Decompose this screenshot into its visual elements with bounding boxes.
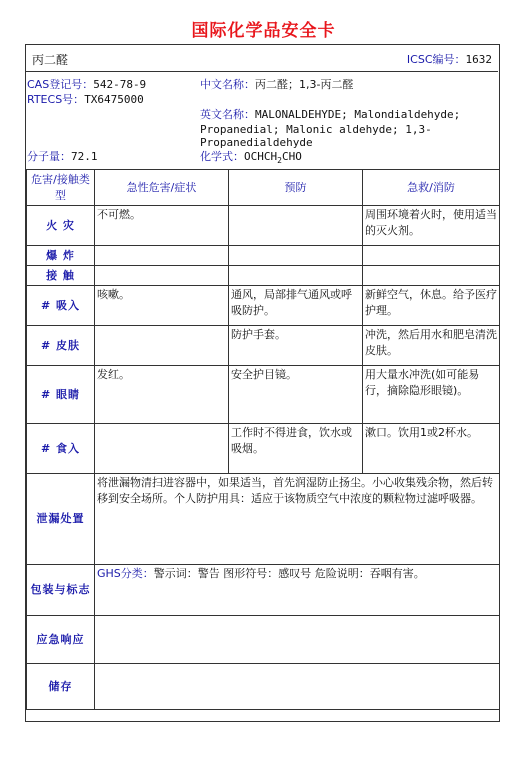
emergency-text — [95, 616, 500, 664]
row-label-inhalation: # 吸入 — [27, 286, 95, 326]
table-row — [27, 266, 500, 286]
cell-prevention: 防护手套。 — [229, 326, 363, 366]
column-header-row — [27, 170, 500, 206]
row-label-ingestion: # 食入 — [27, 424, 95, 474]
safety-card — [25, 44, 500, 722]
cell-aid: 周围环境着火时，使用适当的灭火剂。 — [363, 206, 500, 246]
cell-prevention — [229, 266, 363, 286]
row-label-storage: 储存 — [27, 664, 95, 710]
row-label-emergency: 应急响应 — [27, 616, 95, 664]
en-name-row — [200, 107, 460, 122]
cell-prevention: 安全护目镜。 — [229, 366, 363, 424]
cell-hazard — [95, 424, 229, 474]
col-header-prevention: 预防 — [229, 170, 363, 206]
cell-hazard — [95, 266, 229, 286]
packaging-cell — [95, 565, 500, 616]
en-name-line1: MALONALDEHYDE; Malondialdehyde; — [255, 108, 461, 121]
formula-label: 化学式： — [200, 150, 244, 163]
col-header-aid: 急救/消防 — [363, 170, 500, 206]
en-name-line2: Propanedial; Malonic aldehyde; 1,3- — [200, 123, 432, 136]
row-label-explosion: 爆 炸 — [27, 246, 95, 266]
cas-value: 542-78-9 — [93, 78, 147, 91]
table-row — [27, 424, 500, 474]
mw-label: 分子量： — [27, 150, 71, 163]
card-title: 国际化学品安全卡 — [191, 21, 336, 41]
packaging-row — [27, 565, 500, 616]
cell-prevention: 工作时不得进食，饮水或吸烟。 — [229, 424, 363, 474]
table-row — [27, 366, 500, 424]
cas-label: CAS登记号： — [27, 78, 94, 91]
row-label-eyes: # 眼睛 — [27, 366, 95, 424]
cell-hazard: 不可燃。 — [95, 206, 229, 246]
storage-row — [27, 664, 500, 710]
cell-prevention — [229, 206, 363, 246]
chemical-name: 丙二醛 — [32, 53, 69, 67]
cell-hazard: 发红。 — [95, 366, 229, 424]
cell-prevention: 通风，局部排气通风或呼吸防护。 — [229, 286, 363, 326]
cell-hazard: 咳嗽。 — [95, 286, 229, 326]
formula-row — [200, 149, 302, 168]
emergency-row — [27, 616, 500, 664]
row-label-packaging: 包装与标志 — [27, 565, 95, 616]
table-row — [27, 206, 500, 246]
mw-row — [27, 149, 98, 164]
icsc-label: ICSC编号： — [406, 53, 466, 66]
cell-aid: 漱口。饮用1或2杯水。 — [363, 424, 500, 474]
formula-part-a: OCHCH — [244, 150, 278, 163]
table-row — [27, 246, 500, 266]
icsc-number — [407, 51, 492, 67]
en-name-label: 英文名称： — [200, 108, 255, 121]
identity-block — [26, 72, 498, 168]
cell-aid — [363, 266, 500, 286]
ghs-label: GHS分类： — [97, 567, 154, 580]
cell-hazard — [95, 326, 229, 366]
mw-value: 72.1 — [71, 150, 98, 163]
formula-subscript: 2 — [277, 156, 282, 166]
cell-aid — [363, 246, 500, 266]
cell-aid: 冲洗，然后用水和肥皂清洗皮肤。 — [363, 326, 500, 366]
storage-text — [95, 664, 500, 710]
table-row — [27, 286, 500, 326]
spill-text: 将泄漏物清扫进容器中，如果适当，首先润湿防止扬尘。小心收集残余物，然后转移到安全场所。个人防护用具：适应于该物质空气中浓度的颗粒物过滤呼吸器。 — [95, 474, 500, 565]
rtecs-label: RTECS号： — [27, 93, 85, 106]
cell-aid: 新鲜空气，休息。给予医疗护理。 — [363, 286, 500, 326]
spill-row — [27, 474, 500, 565]
cell-prevention — [229, 246, 363, 266]
cell-aid: 用大量水冲洗(如可能易行，摘除隐形眼镜)。 — [363, 366, 500, 424]
col-header-type: 危害/接触类型 — [27, 170, 95, 206]
col-header-hazard: 急性危害/症状 — [95, 170, 229, 206]
row-label-contact: 接 触 — [27, 266, 95, 286]
hazard-table — [26, 169, 500, 710]
row-label-spill: 泄漏处置 — [27, 474, 95, 565]
row-label-skin: # 皮肤 — [27, 326, 95, 366]
rtecs-row — [27, 92, 144, 107]
table-row — [27, 326, 500, 366]
cas-row — [27, 77, 146, 92]
en-name-line3: Propanedialdehyde — [200, 136, 313, 149]
rtecs-value: TX6475000 — [84, 93, 144, 106]
cell-hazard — [95, 246, 229, 266]
icsc-value: 1632 — [465, 53, 492, 66]
row-label-fire: 火 灾 — [27, 206, 95, 246]
cn-name-label: 中文名称： — [200, 78, 255, 91]
formula-part-b: CHO — [281, 150, 302, 163]
cn-name-row — [200, 77, 353, 92]
card-header — [26, 45, 498, 72]
packaging-text: 警示词：警告 图形符号：感叹号 危险说明：吞咽有害。 — [153, 567, 425, 580]
cn-name-value: 丙二醛；1,3-丙二醛 — [255, 78, 354, 91]
